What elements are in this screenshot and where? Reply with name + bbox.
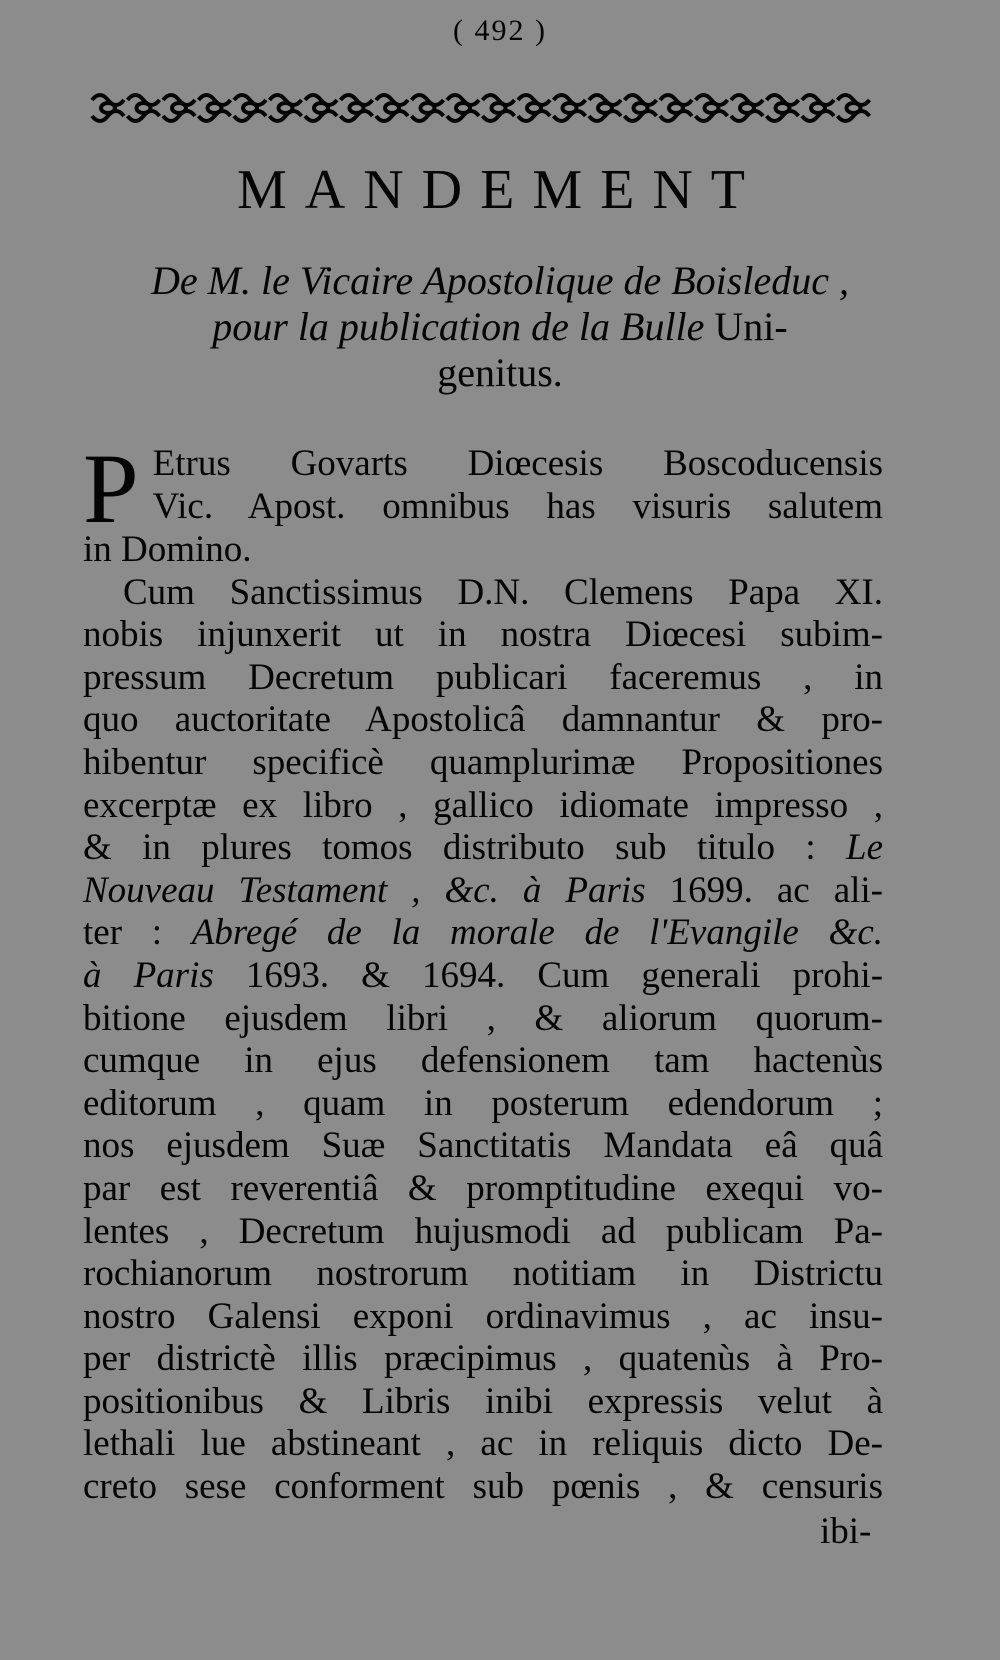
paragraph-2-line: editorum , quam in posterum edendorum ; bbox=[83, 1082, 883, 1124]
paragraph-1-line: Vic. Apost. omnibus has visuris salutem bbox=[152, 485, 883, 527]
page-number: ( 492 ) bbox=[453, 14, 547, 47]
book-title-italic: Le bbox=[846, 827, 884, 869]
paragraph-2-line: per districtè illis præcipimus , quatenùs à Pro- bbox=[83, 1338, 883, 1380]
paragraph-2-line bbox=[83, 870, 883, 913]
paragraph-2-text: Cum generali prohi- bbox=[537, 954, 884, 996]
subtitle-line-3: genitus. bbox=[437, 350, 563, 395]
paragraph-2-line: excerptæ ex libro , gallico idiomate impresso , bbox=[83, 784, 883, 826]
catchword: ibi- bbox=[820, 1511, 872, 1552]
paragraph-1-line: in Domino. bbox=[83, 529, 252, 570]
paragraph-2-line: par est reverentiâ & promptitudine exequi vo- bbox=[83, 1167, 883, 1209]
paragraph-2-line: nobis injunxerit ut in nostra Diœcesi subim- bbox=[83, 614, 883, 656]
paragraph-2-line: nos ejusdem Suæ Sanctitatis Mandata eâ quâ bbox=[83, 1125, 883, 1167]
subtitle-line-2-roman: Uni- bbox=[714, 304, 788, 349]
book-title-italic: Nouveau Testament , &c. à Paris bbox=[83, 869, 646, 911]
paragraph-2-line: lethali lue abstineant , ac in reliquis dicto De- bbox=[83, 1423, 883, 1465]
paragraph-2-line bbox=[83, 912, 883, 955]
book-title-italic: Abregé de la morale de l'Evangile &c. bbox=[191, 912, 883, 954]
paragraph-1-line: Etrus Govarts Diœcesis Boscoducensis bbox=[152, 443, 883, 484]
paragraph-2-line: pressum Decretum publicari faceremus , in bbox=[83, 656, 883, 698]
paragraph-2-line: positionibus & Libris inibi expressis velut à bbox=[83, 1380, 883, 1422]
subtitle-line-2 bbox=[60, 304, 940, 350]
paragraph-2-line: nostro Galensi exponi ordinavimus , ac insu- bbox=[83, 1295, 883, 1337]
year: 1699. bbox=[669, 869, 753, 911]
paragraph-2-line: bitione ejusdem libri , & aliorum quorum- bbox=[83, 997, 883, 1039]
paragraph-2-line: hibentur specificè quamplurimæ Propositiones bbox=[83, 741, 883, 783]
paragraph-2-text: ac ali- bbox=[776, 869, 884, 911]
page-subtitle bbox=[60, 258, 940, 396]
page-title: MANDEMENT bbox=[237, 159, 763, 221]
paragraph-2-line: Cum Sanctissimus D.N. Clemens Papa XI. bbox=[123, 571, 883, 613]
paragraph-2-line: cumque in ejus defensionem tam hactenùs bbox=[83, 1040, 883, 1082]
subtitle-line-1: De M. le Vicaire Apostolique de Boisleduc , bbox=[151, 258, 849, 303]
years: 1693. & 1694. bbox=[245, 954, 506, 996]
ornamental-border bbox=[88, 88, 878, 128]
book-title-italic: à Paris bbox=[83, 954, 214, 996]
paragraph-2-line: quo auctoritate Apostolicâ damnantur & pro- bbox=[83, 699, 883, 741]
body-text bbox=[83, 433, 884, 1509]
paragraph-2-text: ter : bbox=[83, 912, 163, 954]
paragraph-2-line: creto sese conforment sub pœnis , & censuris bbox=[83, 1466, 883, 1508]
paragraph-2-line bbox=[83, 827, 883, 870]
paragraph-2-line: lentes , Decretum hujusmodi ad publicam Pa- bbox=[83, 1210, 883, 1252]
subtitle-line-2-italic: pour la publication de la Bulle bbox=[212, 304, 705, 349]
paragraph-2-text: & in plures tomos distributo sub titulo : bbox=[83, 827, 816, 869]
drop-cap: P bbox=[83, 433, 139, 544]
paragraph-2-line: rochianorum nostrorum notitiam in Districtu bbox=[83, 1253, 883, 1295]
paragraph-2-line bbox=[83, 955, 883, 998]
